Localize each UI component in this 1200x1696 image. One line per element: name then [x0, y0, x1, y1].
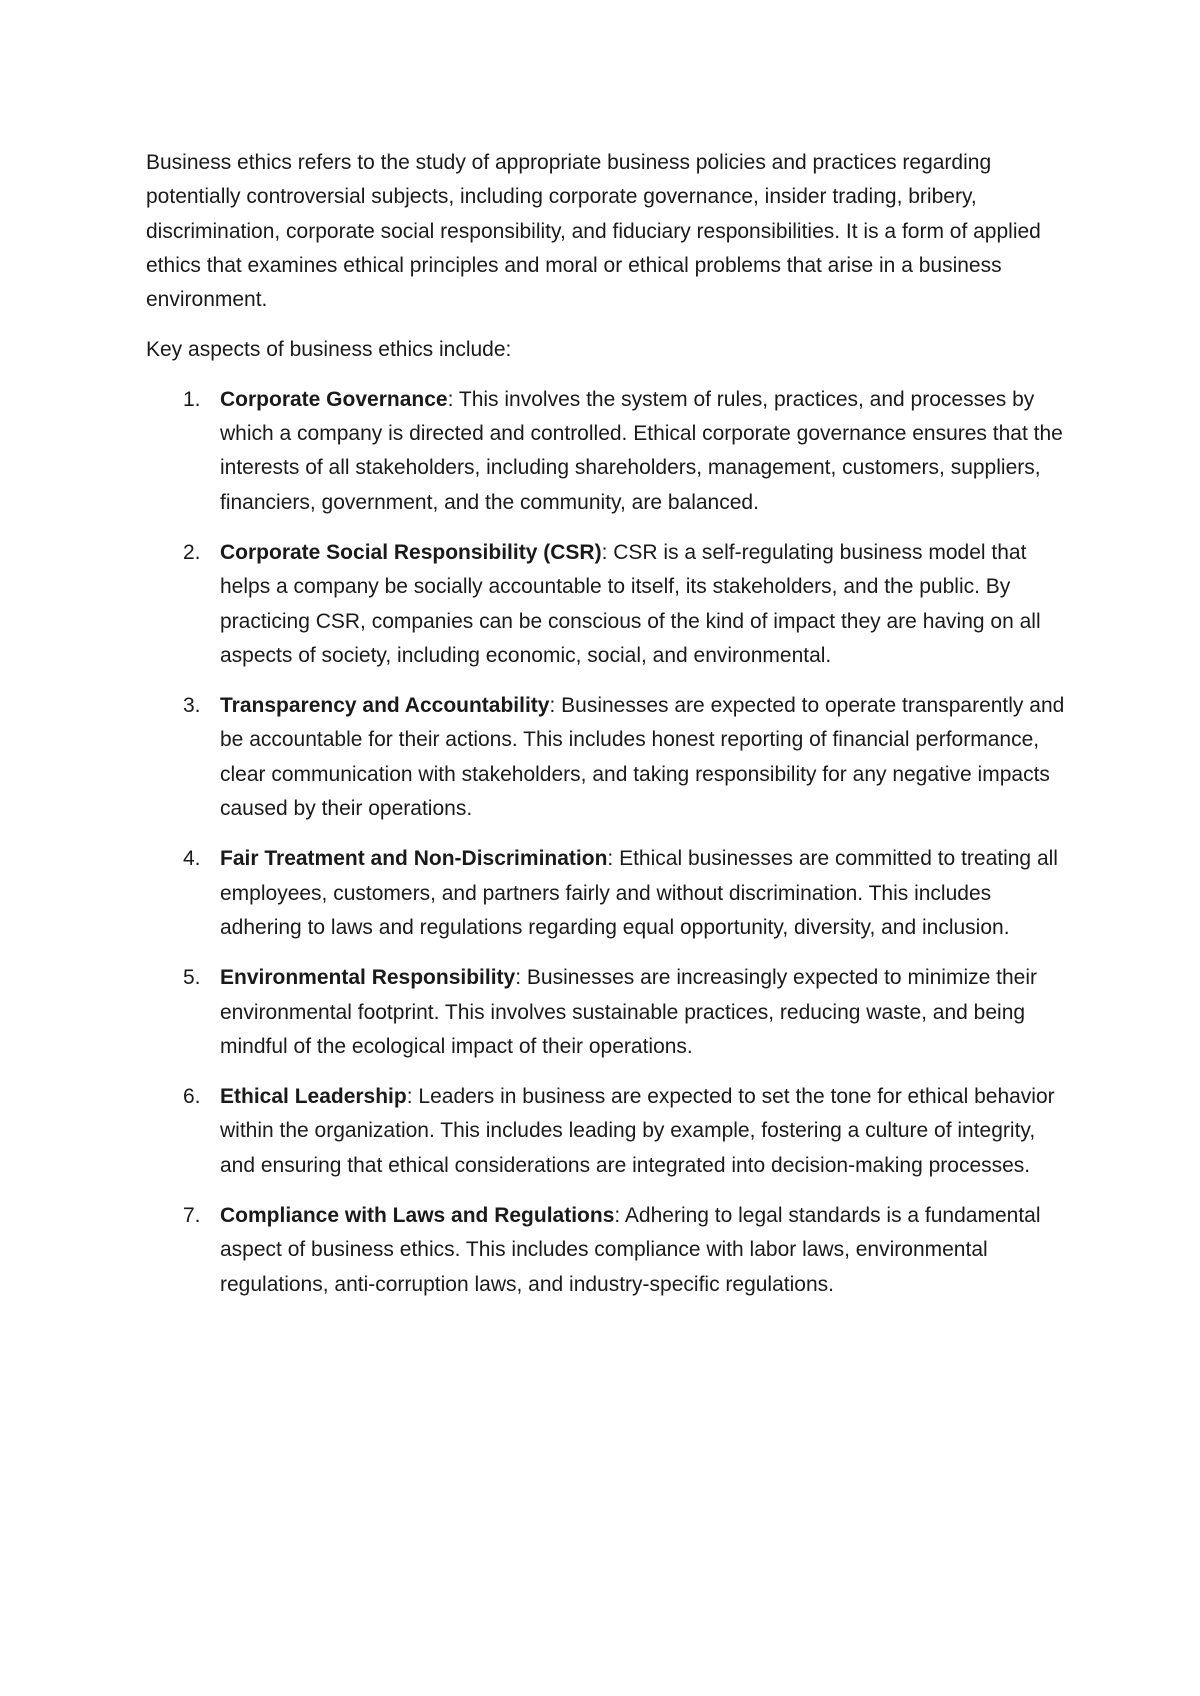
- list-item-text: : Adhering to legal standards is a fundamental aspect of business ethics. This includes compliance with labor laws, environmental regulations, anti-corruption laws, and industry-specific regulations.: [220, 1204, 1041, 1296]
- list-item: [146, 961, 1066, 1064]
- list-item-text: : Businesses are expected to operate transparently and be accountable for their actions. This includes honest reporting of financial performance, clear communication with stakeholders, and taking responsibility for any negative impacts caused by their operations.: [220, 694, 1065, 821]
- intro-paragraph: Business ethics refers to the study of appropriate business policies and practices regarding potentially controversial subjects, including corporate governance, insider trading, bribery, discrimination, corporate social responsibility, and fiduciary responsibilities. It is a form of applied ethics that examines ethical principles and moral or ethical problems that arise in a business environment.: [146, 151, 1041, 312]
- list-item: [146, 1199, 1066, 1302]
- key-aspects-list: [146, 383, 1066, 1302]
- list-item-number: 7.: [183, 1204, 201, 1228]
- list-item: [146, 1080, 1066, 1183]
- list-item-text: : CSR is a self-regulating business model that helps a company be socially accountable to itself, its stakeholders, and the public. By practicing CSR, companies can be conscious of the kind of impact they are having on all aspects of society, including economic, social, and environmental.: [220, 540, 1041, 667]
- list-item: [146, 536, 1066, 673]
- list-item-term: Corporate Social Responsibility (CSR): [220, 540, 602, 564]
- document-body: [146, 146, 1066, 1318]
- list-item-text: : Businesses are increasingly expected to minimize their environmental footprint. This involves sustainable practices, reducing waste, and being mindful of the ecological impact of their operations.: [220, 966, 1037, 1058]
- list-item: [146, 842, 1066, 945]
- list-item-term: Transparency and Accountability: [220, 694, 550, 718]
- list-item-number: 4.: [183, 847, 201, 871]
- list-item-number: 2.: [183, 540, 201, 564]
- list-item-term: Ethical Leadership: [220, 1085, 407, 1109]
- list-item-number: 6.: [183, 1085, 201, 1109]
- list-lead-sentence: Key aspects of business ethics include:: [146, 338, 512, 362]
- list-item-term: Fair Treatment and Non-Discrimination: [220, 847, 608, 871]
- list-item-term: Corporate Governance: [220, 387, 448, 411]
- list-item: [146, 689, 1066, 826]
- list-item-number: 5.: [183, 966, 201, 990]
- list-item-number: 1.: [183, 387, 201, 411]
- list-item-text: : Leaders in business are expected to set the tone for ethical behavior within the organization. This includes leading by example, fostering a culture of integrity, and ensuring that ethical considerations are integrated into decision-making processes.: [220, 1085, 1055, 1177]
- list-item-term: Environmental Responsibility: [220, 966, 516, 990]
- list-item-text: : Ethical businesses are committed to treating all employees, customers, and partners fairly and without discrimination. This includes adhering to laws and regulations regarding equal opportunity, diversity, and inclusion.: [220, 847, 1058, 939]
- list-item-term: Compliance with Laws and Regulations: [220, 1204, 615, 1228]
- list-item-text: : This involves the system of rules, practices, and processes by which a company is directed and controlled. Ethical corporate governance ensures that the interests of all stakeholders, including shareholders, management, customers, suppliers, financiers, government, and the community, are balanced.: [220, 387, 1063, 514]
- list-item: [146, 383, 1066, 520]
- list-item-number: 3.: [183, 694, 201, 718]
